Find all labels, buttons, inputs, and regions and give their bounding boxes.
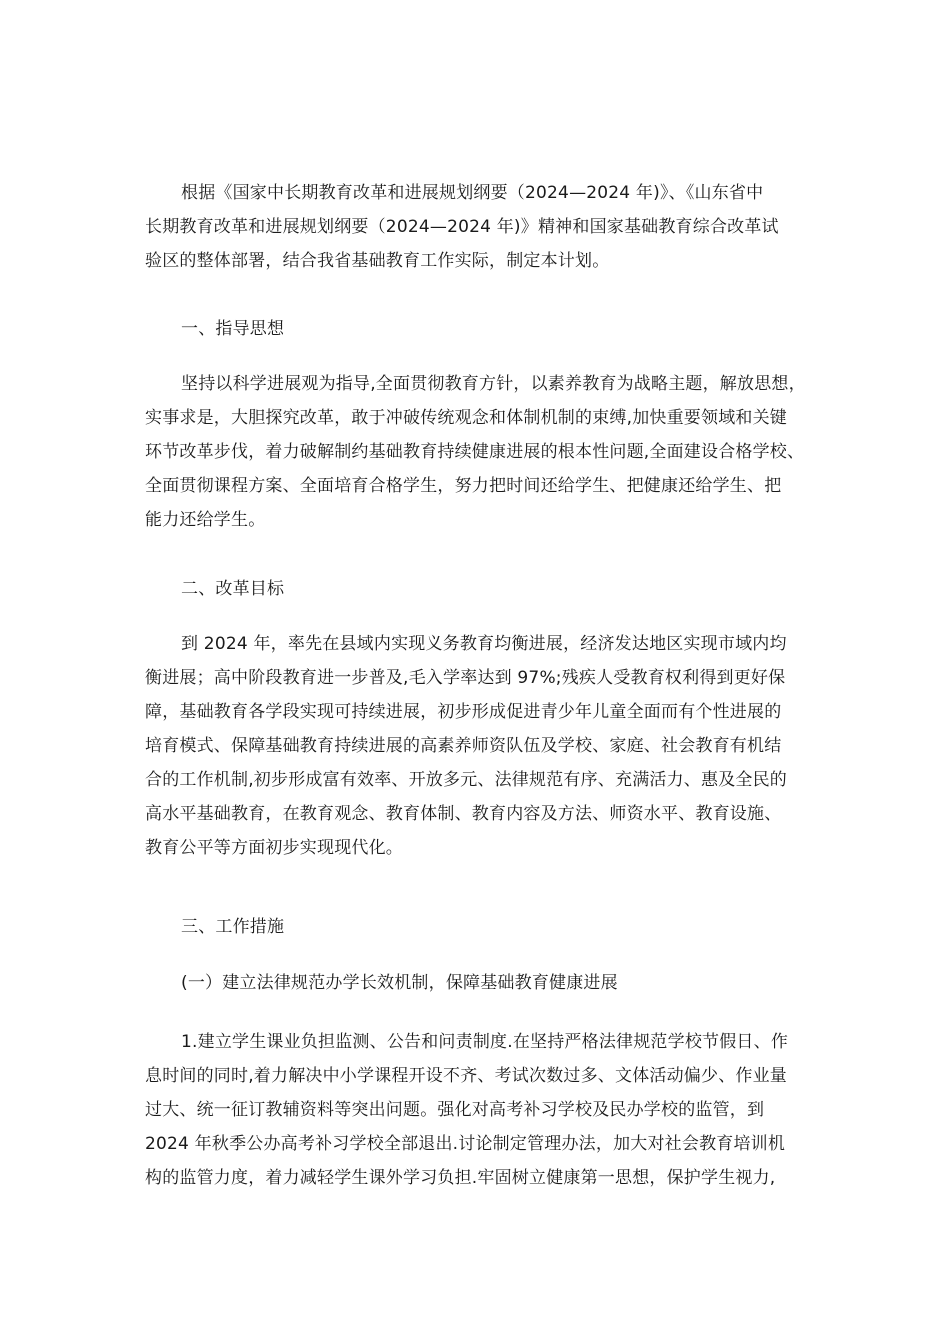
text-line: 2024 年秋季公办高考补习学校全部退出.讨论制定管理办法，加大对社会教育培训机	[145, 1134, 786, 1154]
text-line: 构的监管力度，着力减轻学生课外学习负担.牢固树立健康第一思想，保护学生视力,	[145, 1168, 776, 1188]
section-heading-work-measures	[145, 910, 865, 944]
text-line: 教育公平等方面初步实现现代化。	[145, 838, 403, 858]
text-line: 到 2024 年，率先在县域内实现义务教育均衡进展，经济发达地区实现市域内均	[181, 634, 787, 654]
text-line: 验区的整体部署，结合我省基础教育工作实际，制定本计划。	[145, 251, 610, 271]
text-line: 过大、统一征订教辅资料等突出问题。强化对高考补习学校及民办学校的监管，到	[145, 1100, 765, 1120]
subsection-heading-legal-mechanism	[145, 966, 865, 1000]
text-line: 能力还给学生。	[145, 510, 266, 530]
text-line: 障，基础教育各学段实现可持续进展，初步形成促进青少年儿童全面而有个性进展的	[145, 702, 782, 722]
text-line: 全面贯彻课程方案、全面培育合格学生，努力把时间还给学生、把健康还给学生、把	[145, 476, 782, 496]
text-line: 培育模式、保障基础教育持续进展的高素养师资队伍及学校、家庭、社会教育有机结	[145, 736, 782, 756]
section-heading-reform-goals	[145, 572, 865, 606]
measure-1-paragraph	[145, 1025, 865, 1195]
text-line: 长期教育改革和进展规划纲要（2024—2024 年)》精神和国家基础教育综合改革试	[145, 217, 779, 237]
section-heading-guiding-thought	[145, 312, 865, 346]
reform-goals-paragraph	[145, 627, 865, 865]
heading-line: 二、改革目标	[181, 579, 285, 599]
text-line: 实事求是，大胆探究改革，敢于冲破传统观念和体制机制的束缚,加快重要领域和关键	[145, 408, 788, 428]
text-line: 息时间的同时,着力解决中小学课程开设不齐、考试次数过多、文体活动偏少、作业量	[145, 1066, 788, 1086]
heading-line: 一、指导思想	[181, 319, 285, 339]
intro-paragraph	[145, 176, 865, 278]
heading-line: 三、工作措施	[181, 917, 285, 937]
text-line: 衡进展；高中阶段教育进一步普及,毛入学率达到 97%;残疾人受教育权利得到更好保	[145, 668, 786, 688]
text-line: 根据《国家中长期教育改革和进展规划纲要（2024—2024 年)》、《山东省中	[181, 183, 764, 203]
text-line: 1.建立学生课业负担监测、公告和问责制度.在坚持严格法律规范学校节假日、作	[181, 1032, 789, 1052]
heading-line: (一）建立法律规范办学长效机制，保障基础教育健康进展	[181, 973, 618, 993]
text-line: 合的工作机制,初步形成富有效率、开放多元、法律规范有序、充满活力、惠及全民的	[145, 770, 788, 790]
guiding-thought-paragraph	[145, 367, 865, 537]
text-line: 环节改革步伐，着力破解制约基础教育持续健康进展的根本性问题,全面建设合格学校、	[145, 442, 805, 462]
text-line: 高水平基础教育，在教育观念、教育体制、教育内容及方法、师资水平、教育设施、	[145, 804, 782, 824]
text-line: 坚持以科学进展观为指导,全面贯彻教育方针，以素养教育为战略主题，解放思想，	[181, 374, 806, 394]
